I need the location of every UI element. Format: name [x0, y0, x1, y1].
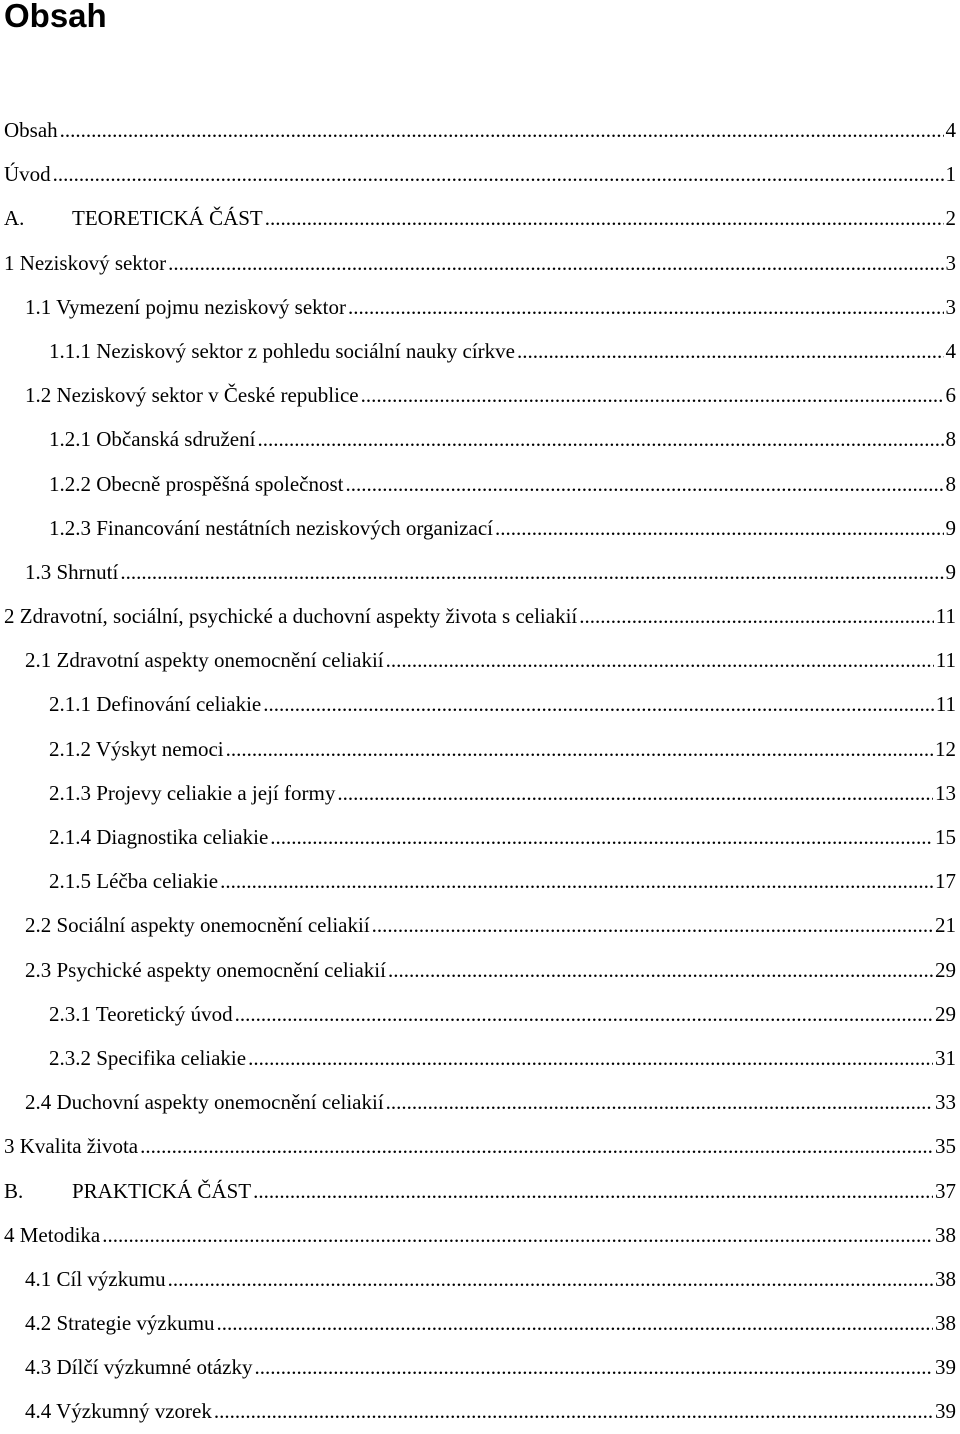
toc-entry-label: 2.1 Zdravotní aspekty onemocnění celiakií [25, 638, 384, 682]
toc-entry-label: 1.2.1 Občanská sdružení [49, 417, 255, 461]
toc-dot-leader [220, 859, 933, 903]
toc-entry[interactable] [0, 1080, 960, 1124]
toc-entry[interactable] [0, 417, 960, 461]
toc-entry-page-number: 33 [935, 1080, 960, 1124]
toc-entry[interactable] [0, 550, 960, 594]
toc-entry-label: 3 Kvalita života [4, 1124, 138, 1168]
toc-entry[interactable] [0, 948, 960, 992]
toc-entry-page-number: 35 [935, 1124, 960, 1168]
toc-entry[interactable] [0, 1169, 960, 1213]
toc-entry-page-number: 29 [935, 992, 960, 1036]
toc-entry-label: 2.3 Psychické aspekty onemocnění celiakií [25, 948, 386, 992]
toc-dot-leader [348, 285, 944, 329]
toc-entry-page-number: 12 [935, 727, 960, 771]
toc-entry-label: 1.2.3 Financování nestátních neziskových organizací [49, 506, 493, 550]
page-title: Obsah [4, 0, 107, 32]
toc-entry[interactable] [0, 992, 960, 1036]
toc-entry-label: PRAKTICKÁ ČÁST [72, 1169, 251, 1213]
toc-entry-label: Úvod [4, 152, 51, 196]
toc-entry[interactable] [0, 638, 960, 682]
toc-entry-label: 1.1.1 Neziskový sektor z pohledu sociální nauky církve [49, 329, 515, 373]
toc-entry-page-number: 3 [946, 241, 960, 285]
toc-entry-page-number: 3 [946, 285, 960, 329]
toc-dot-leader [270, 815, 933, 859]
toc-dot-leader [346, 462, 944, 506]
toc-entry[interactable] [0, 1389, 960, 1433]
toc-entry-label: 2.1.4 Diagnostika celiakie [49, 815, 268, 859]
toc-entry[interactable] [0, 1301, 960, 1345]
toc-dot-leader [60, 108, 944, 152]
toc-dot-leader [140, 1124, 933, 1168]
toc-entry[interactable] [0, 859, 960, 903]
toc-entry-label: 2.3.1 Teoretický úvod [49, 992, 233, 1036]
toc-entry-page-number: 11 [936, 638, 960, 682]
toc-entry-label: 4.4 Výzkumný vzorek [25, 1389, 212, 1433]
toc-entry-page-number: 31 [935, 1036, 960, 1080]
toc-entry-label: 2.1.3 Projevy celiakie a její formy [49, 771, 335, 815]
table-of-contents [0, 108, 960, 1434]
toc-entry[interactable] [0, 1345, 960, 1389]
toc-entry-page-number: 2 [946, 196, 960, 240]
toc-entry-label: 4.2 Strategie výzkumu [25, 1301, 215, 1345]
toc-entry-label: 1.1 Vymezení pojmu neziskový sektor [25, 285, 346, 329]
toc-dot-leader [168, 1257, 933, 1301]
toc-dot-leader [102, 1213, 933, 1257]
toc-entry-page-number: 1 [946, 152, 960, 196]
toc-entry[interactable] [0, 241, 960, 285]
toc-entry-page-number: 4 [946, 329, 960, 373]
toc-dot-leader [388, 948, 933, 992]
toc-dot-leader [235, 992, 933, 1036]
toc-dot-leader [214, 1389, 933, 1433]
toc-entry[interactable] [0, 462, 960, 506]
toc-dot-leader [248, 1036, 933, 1080]
toc-entry-page-number: 39 [935, 1345, 960, 1389]
toc-entry[interactable] [0, 196, 960, 240]
toc-entry-part-number: A. [4, 196, 72, 240]
toc-entry-page-number: 37 [935, 1169, 960, 1213]
toc-dot-leader [226, 727, 933, 771]
toc-entry-label: 2.1.1 Definování celiakie [49, 682, 261, 726]
toc-entry-label: 2.2 Sociální aspekty onemocnění celiakií [25, 903, 370, 947]
toc-dot-leader [168, 241, 943, 285]
toc-entry[interactable] [0, 727, 960, 771]
toc-dot-leader [386, 638, 934, 682]
toc-dot-leader [254, 1345, 933, 1389]
toc-entry[interactable] [0, 152, 960, 196]
toc-entry[interactable] [0, 108, 960, 152]
toc-entry-label: 2.1.5 Léčba celiakie [49, 859, 218, 903]
toc-entry-page-number: 9 [946, 550, 960, 594]
toc-entry-label: 4.3 Dílčí výzkumné otázky [25, 1345, 252, 1389]
toc-entry-page-number: 6 [946, 373, 960, 417]
toc-entry-label: 2.4 Duchovní aspekty onemocnění celiakií [25, 1080, 384, 1124]
toc-entry[interactable] [0, 373, 960, 417]
toc-entry[interactable] [0, 506, 960, 550]
toc-dot-leader [337, 771, 933, 815]
toc-entry-label: 4 Metodika [4, 1213, 100, 1257]
toc-entry[interactable] [0, 1257, 960, 1301]
toc-entry[interactable] [0, 815, 960, 859]
toc-dot-leader [217, 1301, 933, 1345]
toc-entry[interactable] [0, 903, 960, 947]
toc-dot-leader [257, 417, 943, 461]
toc-dot-leader [120, 550, 943, 594]
toc-entry-label: 1 Neziskový sektor [4, 241, 166, 285]
toc-dot-leader [372, 903, 933, 947]
toc-entry[interactable] [0, 682, 960, 726]
toc-dot-leader [265, 196, 944, 240]
toc-entry[interactable] [0, 1213, 960, 1257]
toc-dot-leader [517, 329, 944, 373]
toc-entry-label: 2.3.2 Specifika celiakie [49, 1036, 246, 1080]
toc-entry-page-number: 11 [936, 594, 960, 638]
toc-entry-label: 2.1.2 Výskyt nemoci [49, 727, 224, 771]
toc-entry-page-number: 38 [935, 1213, 960, 1257]
toc-dot-leader [361, 373, 944, 417]
toc-dot-leader [53, 152, 944, 196]
toc-entry-page-number: 4 [946, 108, 960, 152]
toc-entry-label: Obsah [4, 108, 58, 152]
toc-entry-page-number: 17 [935, 859, 960, 903]
toc-entry[interactable] [0, 771, 960, 815]
toc-entry-label: 1.3 Shrnutí [25, 550, 118, 594]
toc-entry-label: 4.1 Cíl výzkumu [25, 1257, 166, 1301]
toc-dot-leader [253, 1169, 933, 1213]
toc-dot-leader [386, 1080, 933, 1124]
toc-entry[interactable] [0, 329, 960, 373]
toc-entry-page-number: 11 [936, 682, 960, 726]
toc-entry-page-number: 9 [946, 506, 960, 550]
toc-entry-page-number: 39 [935, 1389, 960, 1433]
toc-dot-leader [263, 682, 934, 726]
toc-entry-page-number: 21 [935, 903, 960, 947]
toc-entry-label: 1.2.2 Obecně prospěšná společnost [49, 462, 344, 506]
toc-entry[interactable] [0, 594, 960, 638]
toc-entry-part-number: B. [4, 1169, 72, 1213]
toc-entry-page-number: 8 [946, 417, 960, 461]
toc-entry-page-number: 38 [935, 1257, 960, 1301]
toc-entry[interactable] [0, 1036, 960, 1080]
toc-dot-leader [495, 506, 944, 550]
toc-dot-leader [579, 594, 934, 638]
toc-entry-page-number: 38 [935, 1301, 960, 1345]
toc-entry-page-number: 29 [935, 948, 960, 992]
toc-entry-page-number: 13 [935, 771, 960, 815]
toc-entry-label: 2 Zdravotní, sociální, psychické a duchovní aspekty života s celiakií [4, 594, 577, 638]
toc-entry-page-number: 8 [946, 462, 960, 506]
toc-entry-label: 1.2 Neziskový sektor v České republice [25, 373, 359, 417]
toc-entry[interactable] [0, 1124, 960, 1168]
toc-entry-page-number: 15 [935, 815, 960, 859]
toc-entry-label: TEORETICKÁ ČÁST [72, 196, 263, 240]
toc-entry[interactable] [0, 285, 960, 329]
